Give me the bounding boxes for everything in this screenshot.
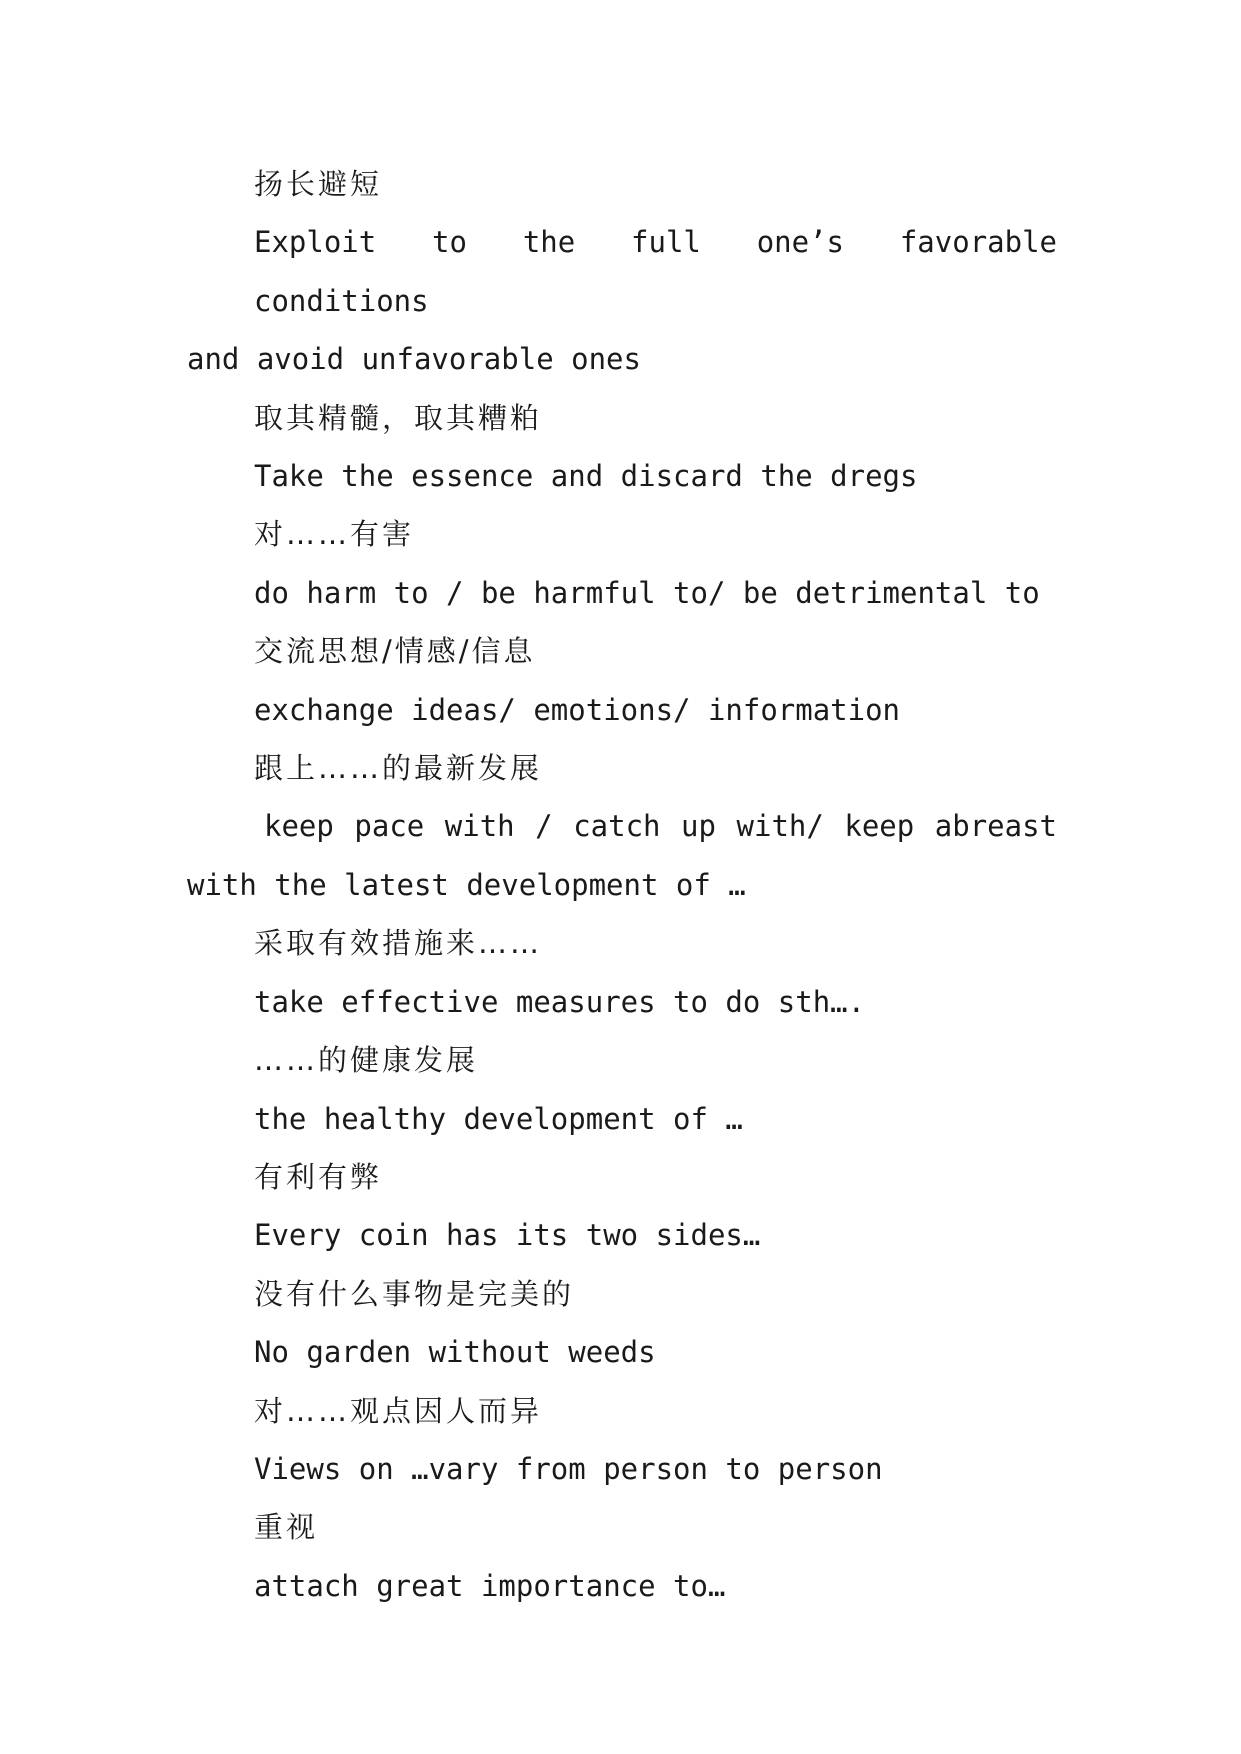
phrase-zh: 没有什么事物是完美的	[254, 1276, 575, 1311]
phrase-en: do harm to / be harmful to/ be detrimental to	[254, 575, 1040, 610]
phrase-zh: ……的健康发展	[254, 1043, 479, 1078]
phrase-zh: 重视	[254, 1510, 319, 1545]
phrase-en: No garden without weeds	[254, 1335, 656, 1370]
phrase-zh: 有利有弊	[254, 1159, 383, 1194]
phrase-en: take effective measures to do sth….	[254, 984, 866, 1019]
phrase-en: keep pace with / catch up with/ keep abreast	[264, 809, 1057, 844]
phrase-en-continued: with the latest development of …	[187, 867, 746, 902]
phrase-zh: 跟上……的最新发展	[254, 751, 543, 786]
phrase-en: Every coin has its two sides…	[254, 1218, 761, 1253]
phrase-zh: 对……有害	[254, 517, 415, 552]
phrase-en: attach great importance to…	[254, 1568, 726, 1603]
phrase-en: Take the essence and discard the dregs	[254, 459, 918, 494]
phrase-zh: 对……观点因人而异	[254, 1393, 543, 1428]
phrase-en: Exploit to the full one’s favorable conditions	[254, 225, 1057, 318]
phrase-zh: 采取有效措施来……	[254, 926, 543, 961]
phrase-en: exchange ideas/ emotions/ information	[254, 692, 901, 727]
phrase-zh: 扬长避短	[254, 167, 383, 201]
phrase-en-continued: and avoid unfavorable ones	[187, 342, 641, 377]
phrase-zh: 取其精髓，取其糟粕	[254, 400, 543, 435]
phrase-en: the healthy development of …	[254, 1101, 743, 1136]
phrase-en: Views on …vary from person to person	[254, 1451, 883, 1486]
phrase-zh: 交流思想/情感/信息	[254, 634, 536, 669]
phrase-list	[187, 155, 1057, 1615]
